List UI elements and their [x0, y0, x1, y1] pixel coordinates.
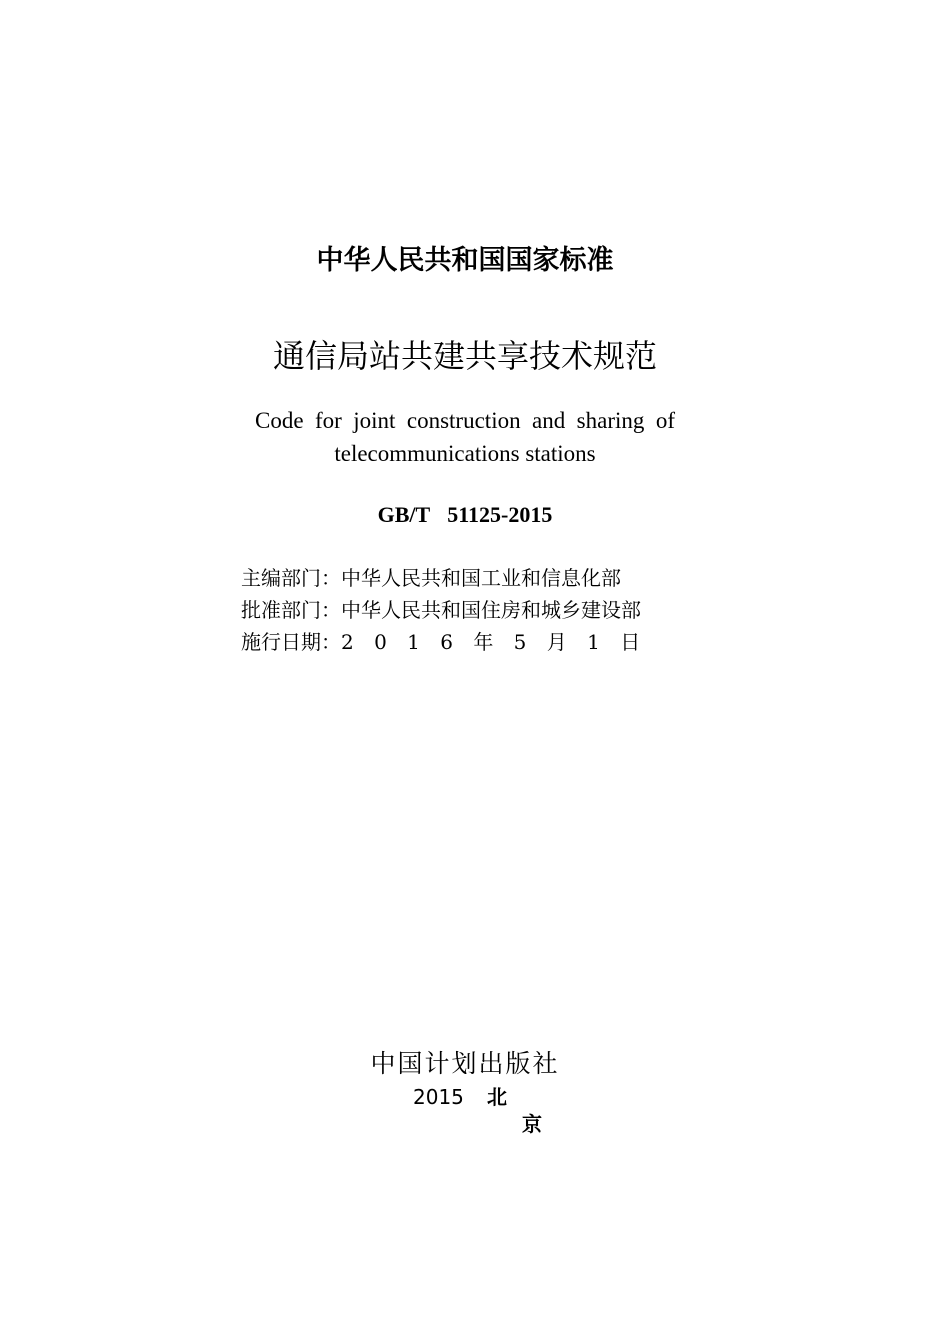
chief-editor-department: 主编部门：中华人民共和国工业和信息化部: [241, 566, 621, 590]
issuing-info-block: [241, 562, 701, 658]
approval-department: 批准部门：中华人民共和国住房和城乡建设部: [241, 598, 641, 622]
publish-year: 2015: [413, 1085, 464, 1109]
effective-date: 施行日期：2 0 1 6 年 5 月 1 日: [241, 630, 641, 654]
standard-number: GB/T 51125-2015: [377, 502, 553, 527]
standard-type-heading: 中华人民共和国国家标准: [316, 245, 614, 276]
document-title-en: Code for joint construction and sharing of telecommunications stations: [255, 408, 675, 466]
publisher-name: 中国计划出版社: [370, 1049, 560, 1078]
document-title-cn: 通信局站共建共享技术规范: [272, 337, 657, 375]
publish-city-first-char: 北: [487, 1085, 507, 1109]
publish-city-second-char: 京: [522, 1112, 542, 1136]
